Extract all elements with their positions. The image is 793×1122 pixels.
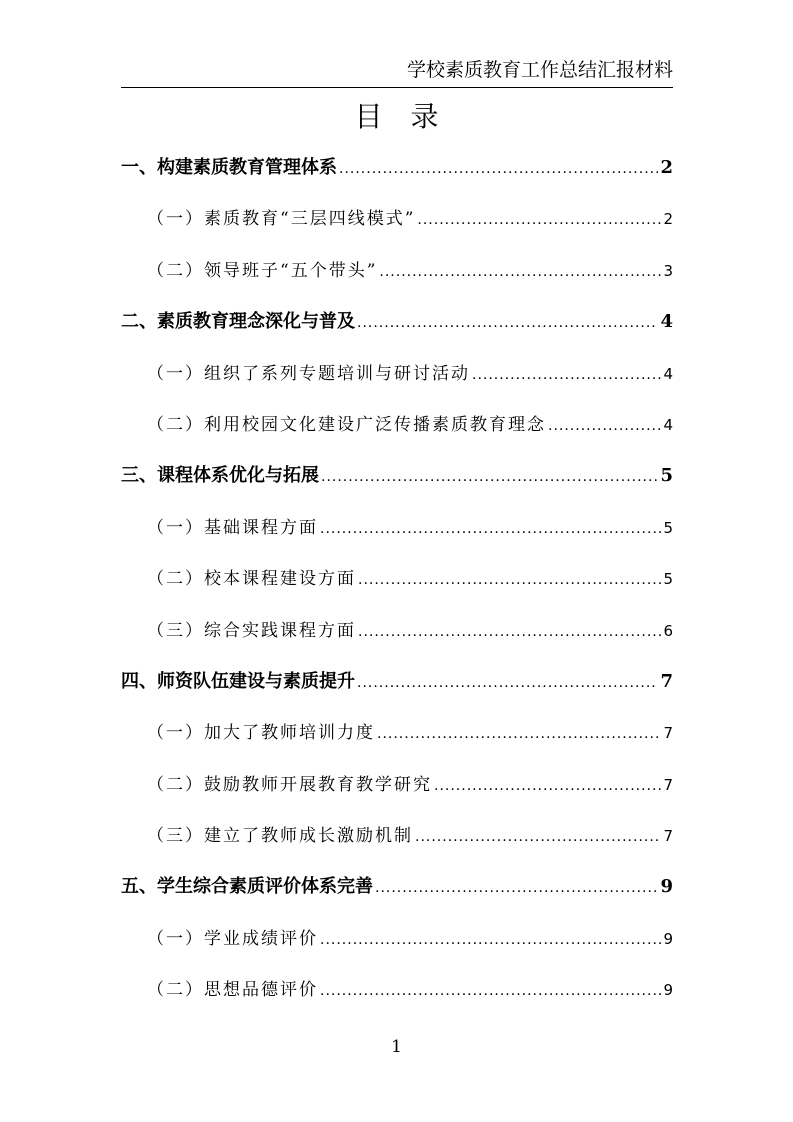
toc-entry-label: 四、师资队伍建设与素质提升: [121, 670, 355, 692]
toc-dot-leader: [320, 514, 661, 544]
toc-section-entry[interactable]: [121, 153, 673, 204]
toc-entry-label: 三、课程体系优化与拓展: [121, 465, 319, 487]
toc-dot-leader: [339, 154, 658, 184]
toc-subsection-entry[interactable]: [121, 975, 673, 1026]
toc-subsection-entry[interactable]: [121, 770, 673, 821]
toc-entry-label: 一、构建素质教育管理体系: [121, 157, 337, 178]
toc-entry-label: （三）综合实践课程方面: [147, 620, 356, 641]
toc-entry-page: 7: [663, 724, 673, 743]
toc-subsection-entry[interactable]: [121, 359, 673, 410]
toc-section-entry[interactable]: [121, 461, 673, 512]
toc-entry-label: （二）领导班子“五个带头”: [147, 260, 378, 281]
toc-entry-label: （一）基础课程方面: [147, 517, 318, 538]
toc-dot-leader: [472, 360, 661, 390]
toc-subsection-entry[interactable]: [121, 821, 673, 872]
toc-subsection-entry[interactable]: [121, 513, 673, 564]
toc-entry-page: 4: [663, 364, 673, 383]
toc-entry-page: 3: [663, 261, 673, 280]
toc-dot-leader: [358, 617, 661, 647]
toc-entry-page: 5: [663, 518, 673, 537]
toc-dot-leader: [548, 411, 661, 441]
toc-entry-label: （一）加大了教师培训力度: [147, 723, 375, 744]
toc-dot-leader: [415, 822, 661, 852]
toc-entry-label: 五、学生综合素质评价体系完善: [121, 876, 373, 898]
toc-entry-page: 5: [660, 465, 673, 487]
toc-dot-leader: [320, 925, 661, 955]
toc-dot-leader: [417, 205, 661, 235]
toc-entry-page: 7: [660, 670, 673, 692]
toc-title: 目录: [354, 100, 467, 133]
toc-entry-label: （二）校本课程建设方面: [147, 569, 356, 590]
table-of-contents: [121, 153, 673, 1027]
toc-entry-label: （一）组织了系列专题培训与研讨活动: [147, 363, 470, 384]
toc-subsection-entry[interactable]: [121, 924, 673, 975]
toc-dot-leader: [357, 308, 658, 338]
toc-entry-page: 4: [660, 311, 673, 333]
toc-entry-page: 6: [663, 621, 673, 640]
toc-entry-page: 4: [663, 415, 673, 434]
toc-entry-label: （一）学业成绩评价: [147, 928, 318, 949]
toc-entry-page: 7: [663, 775, 673, 794]
toc-entry-label: （二）思想品德评价: [147, 980, 318, 1001]
toc-subsection-entry[interactable]: [121, 204, 673, 255]
header-title: 学校素质教育工作总结汇报材料: [406, 59, 673, 81]
toc-dot-leader: [434, 771, 661, 801]
toc-dot-leader: [377, 719, 661, 749]
toc-entry-page: 2: [660, 157, 673, 178]
toc-dot-leader: [375, 873, 658, 903]
toc-entry-page: 9: [663, 981, 673, 1000]
toc-dot-leader: [358, 565, 661, 595]
toc-entry-label: （二）鼓励教师开展教育教学研究: [147, 774, 432, 795]
toc-entry-page: 9: [660, 876, 673, 898]
toc-entry-page: 7: [663, 827, 673, 846]
toc-dot-leader: [379, 257, 661, 287]
toc-entry-page: 5: [663, 570, 673, 589]
toc-dot-leader: [321, 462, 658, 492]
toc-dot-leader: [320, 976, 661, 1006]
running-header: [121, 56, 673, 88]
toc-entry-label: （一）素质教育“三层四线模式”: [147, 209, 416, 230]
toc-entry-label: 二、素质教育理念深化与普及: [121, 311, 355, 333]
toc-entry-page: 9: [663, 929, 673, 948]
page-number: 1: [391, 1037, 402, 1057]
toc-entry-page: 2: [663, 210, 673, 229]
toc-section-entry[interactable]: [121, 307, 673, 358]
toc-entry-label: （三）建立了教师成长激励机制: [147, 826, 413, 847]
toc-entry-label: （二）利用校园文化建设广泛传播素质教育理念: [147, 414, 546, 435]
toc-subsection-entry[interactable]: [121, 564, 673, 615]
toc-subsection-entry[interactable]: [121, 410, 673, 461]
toc-subsection-entry[interactable]: [121, 616, 673, 667]
toc-section-entry[interactable]: [121, 872, 673, 923]
toc-dot-leader: [357, 668, 658, 698]
toc-section-entry[interactable]: [121, 667, 673, 718]
toc-subsection-entry[interactable]: [121, 256, 673, 307]
toc-subsection-entry[interactable]: [121, 718, 673, 769]
